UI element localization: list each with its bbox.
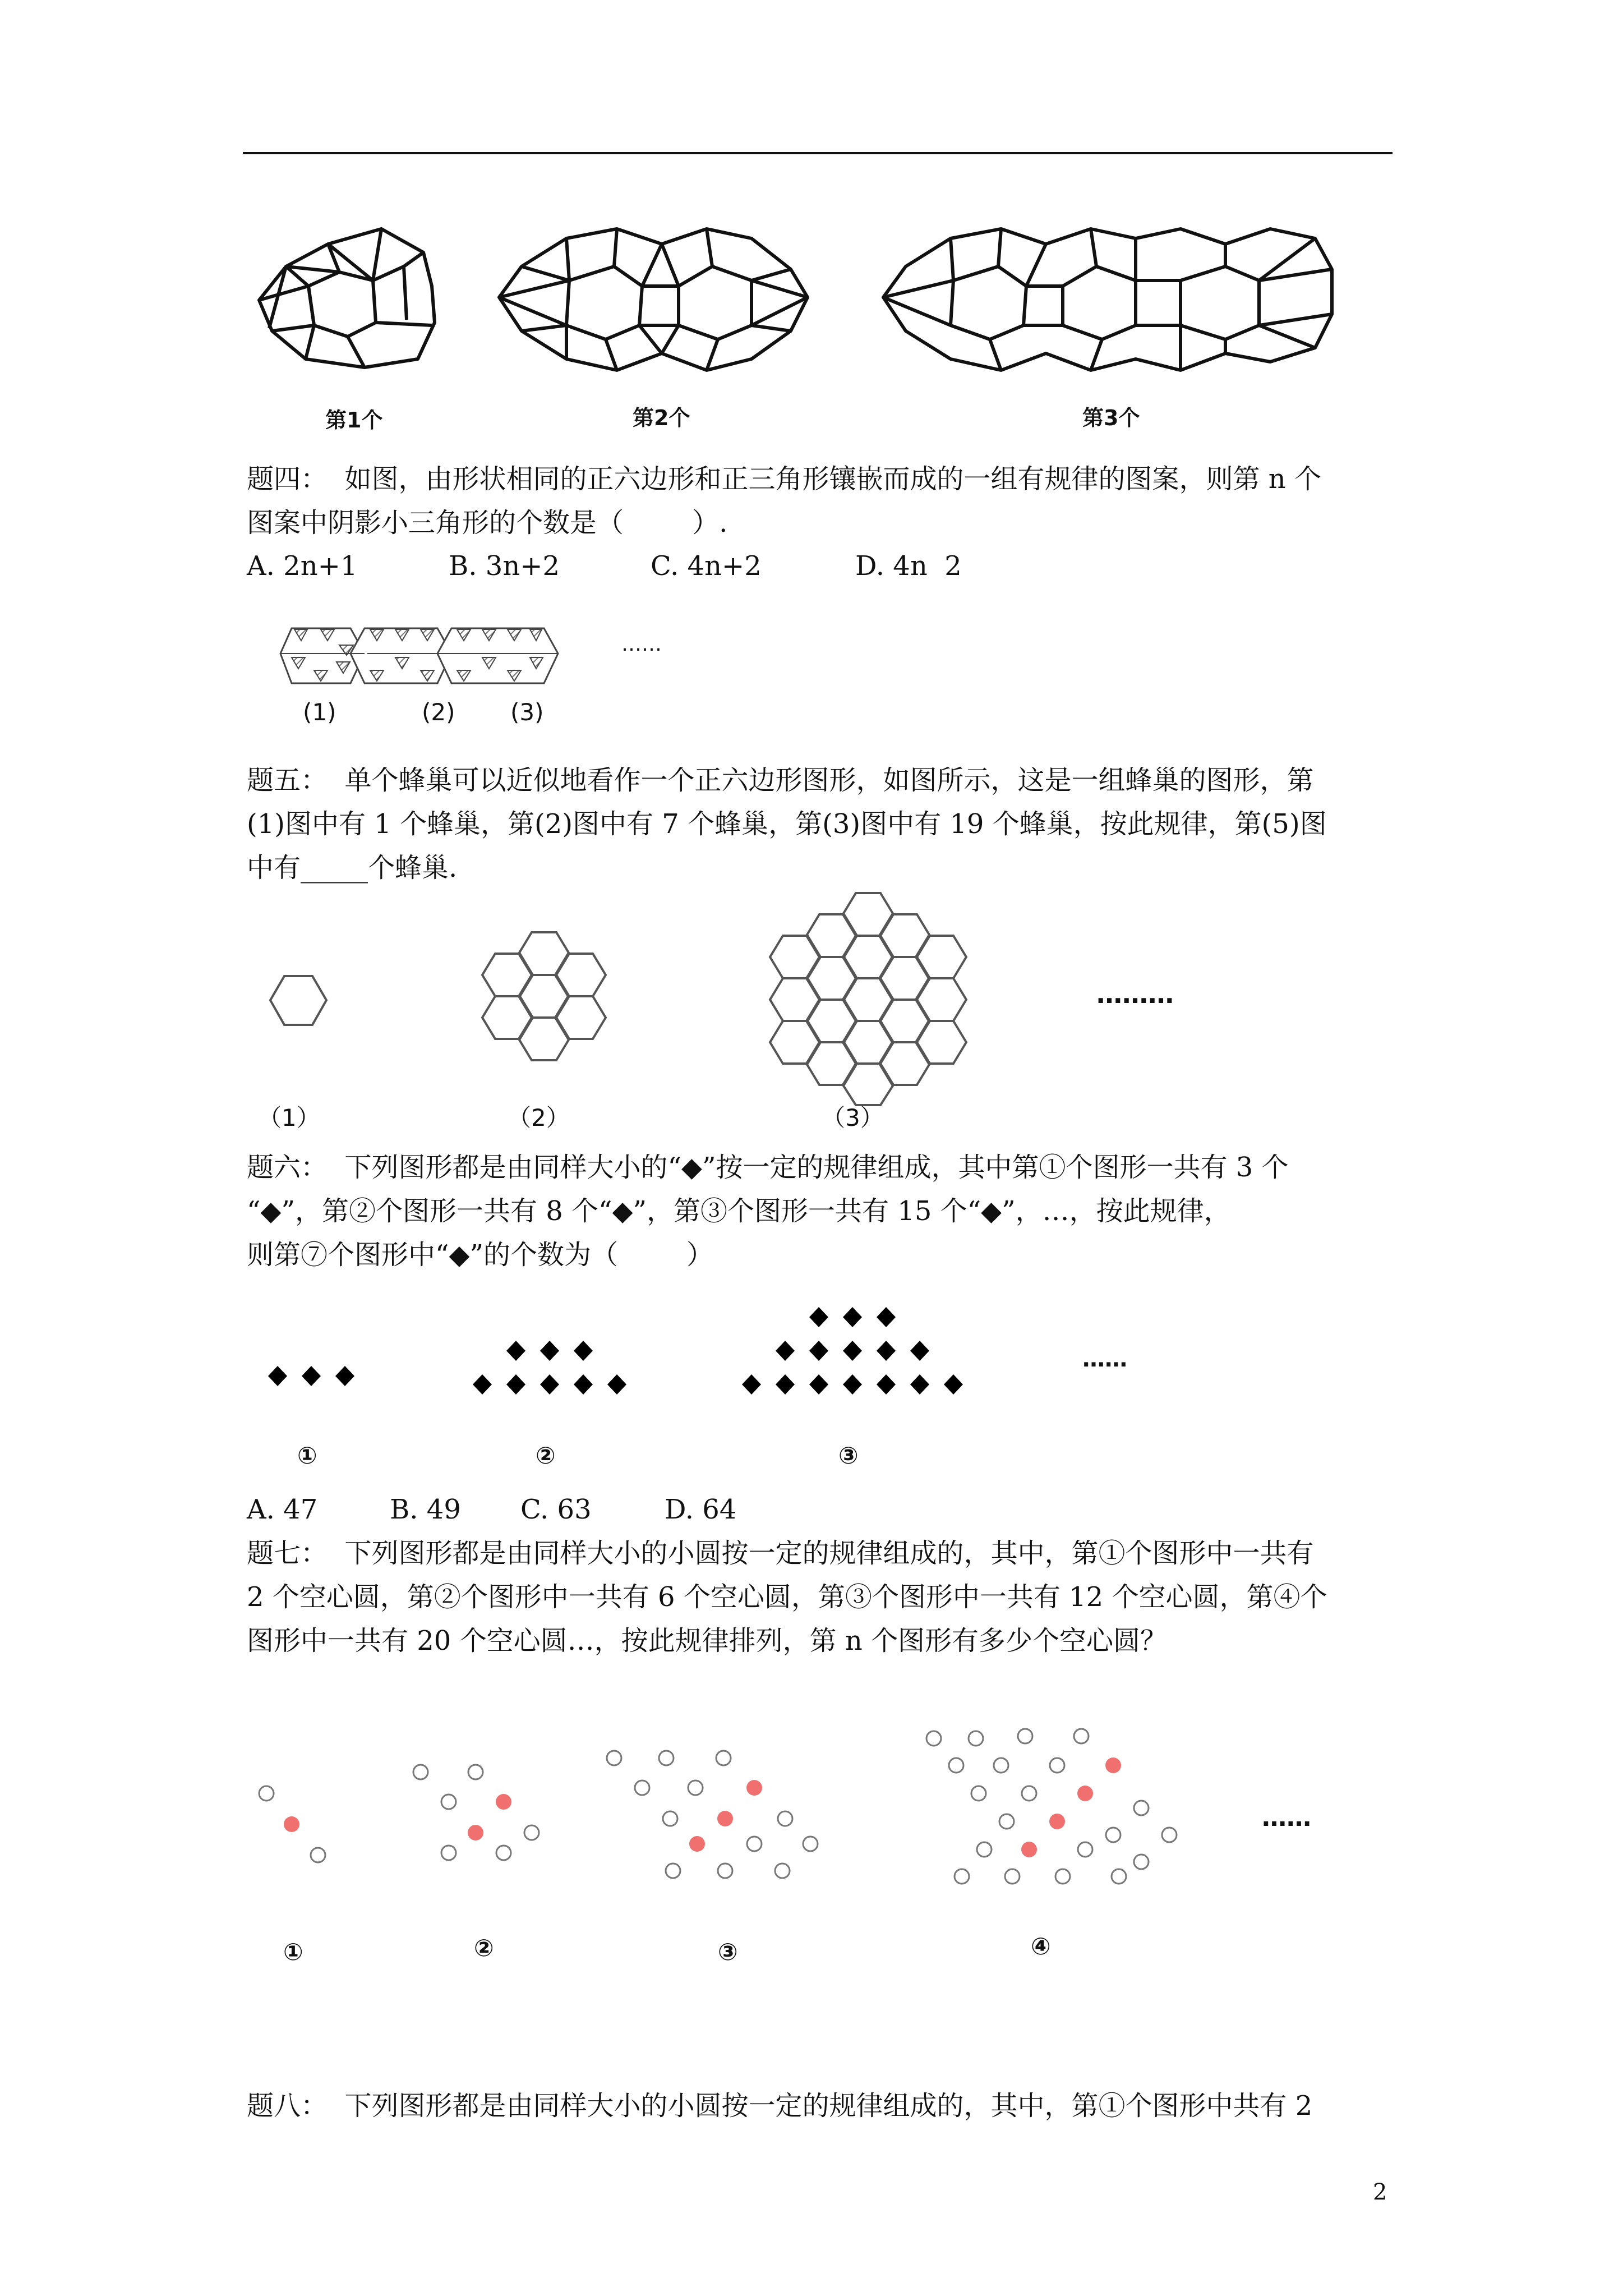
diamond-figure-2 [465,1335,634,1408]
q7-text-line-1: 题七： 下列图形都是由同样大小的小圆按一定的规律组成的，其中，第①个图形中一共有 [247,1538,1314,1569]
q6-option-d: D. 64 [665,1494,737,1525]
honeycomb-figure-1 [269,973,331,1029]
page-number: 2 [1373,2179,1387,2205]
q5-text-line-1: 题五： 单个蜂巢可以近似地看作一个正六边形图形，如图所示，这是一组蜂巢的图形，第 [247,765,1314,796]
q6-text-line-3: 则第⑦个图形中“◆”的个数为（ ） [247,1239,714,1271]
q6-figure-label-1: ① [297,1442,317,1469]
q6-option-c: C. 63 [520,1494,592,1525]
q6-figure-label-2: ② [536,1442,556,1469]
q7-text-line-3: 图形中一共有 20 个空心圆…，按此规律排列，第 n 个图形有多少个空心圆？ [247,1625,1168,1657]
q4-text-line-2: 图案中阴影小三角形的个数是（ ）. [247,507,728,539]
q4-hexagon-triangle-figure [280,623,662,690]
honeycomb-figure-2 [474,931,614,1066]
q6-option-b: B. 49 [390,1494,461,1525]
header-rule [243,152,1393,154]
q7-figure-label-2: ② [474,1934,494,1962]
q5-text-line-3: 中有_____个蜂巢. [247,852,458,884]
q4-figure-label-1: (1) [303,698,336,726]
q4-option-b: B. 3n+2 [449,550,560,582]
tiling-figure-3 [878,219,1338,381]
q4-option-a: A. 2n+1 [247,550,358,582]
q7-figure-label-1: ① [283,1938,303,1966]
tiling-figure-1 [252,219,443,381]
q4-option-c: C. 4n+2 [651,550,762,582]
q7-figure-label-3: ③ [718,1938,738,1966]
figure-caption-1: 第1个 [325,408,383,432]
q4-text-line-1: 题四： 如图，由形状相同的正六边形和正三角形镶嵌而成的一组有规律的图案，则第 n 个 [247,463,1321,495]
figure-caption-2: 第2个 [633,406,690,430]
q7-text-line-2: 2 个空心圆，第②个图形中一共有 6 个空心圆，第③个图形中一共有 12 个空心圆，第④个 [247,1581,1327,1613]
q4-figure-label-3: (3) [510,698,544,726]
tiling-figure-2 [494,219,808,381]
circle-figure-3 [603,1745,827,1885]
circle-figure-2 [409,1759,550,1871]
q6-text-line-1: 题六： 下列图形都是由同样大小的“◆”按一定的规律组成，其中第①个图形一共有 3 个 [247,1152,1289,1183]
q6-option-a: A. 47 [247,1494,318,1525]
circle-figure-1 [255,1781,334,1871]
q8-text-line-1: 题八： 下列图形都是由同样大小的小圆按一定的规律组成的，其中，第①个图形中共有 2 [247,2090,1313,2122]
q6-text-line-2: “◆”，第②个图形一共有 8 个“◆”，第③个图形一共有 15 个“◆”，…，按此规律， [247,1195,1231,1227]
honeycomb-figure-3 [756,892,980,1105]
diamond-figure-1 [264,1360,365,1394]
q4-option-d: D. 4n 2 [855,550,962,582]
q6-ellipsis: …… [1082,1346,1127,1372]
q5-figure-label-2: （2） [508,1104,570,1131]
figure-caption-3: 第3个 [1082,406,1140,430]
q7-figure-label-4: ④ [1031,1932,1051,1960]
circle-figure-4 [923,1725,1192,1893]
q5-ellipsis: ……… [1096,979,1174,1009]
q6-figure-label-3: ③ [838,1442,859,1469]
q5-text-line-2: (1)图中有 1 个蜂巢，第(2)图中有 7 个蜂巢，第(3)图中有 19 个蜂巢，按此规律，第(5)图 [247,808,1327,840]
q5-figure-label-3: （3） [822,1104,884,1131]
q4-ellipsis: …… [621,633,662,656]
q7-ellipsis: …… [1262,1803,1311,1832]
q5-figure-label-1: （1） [258,1104,320,1131]
q4-figure-label-2: (2) [422,698,455,726]
diamond-figure-3 [735,1301,981,1414]
